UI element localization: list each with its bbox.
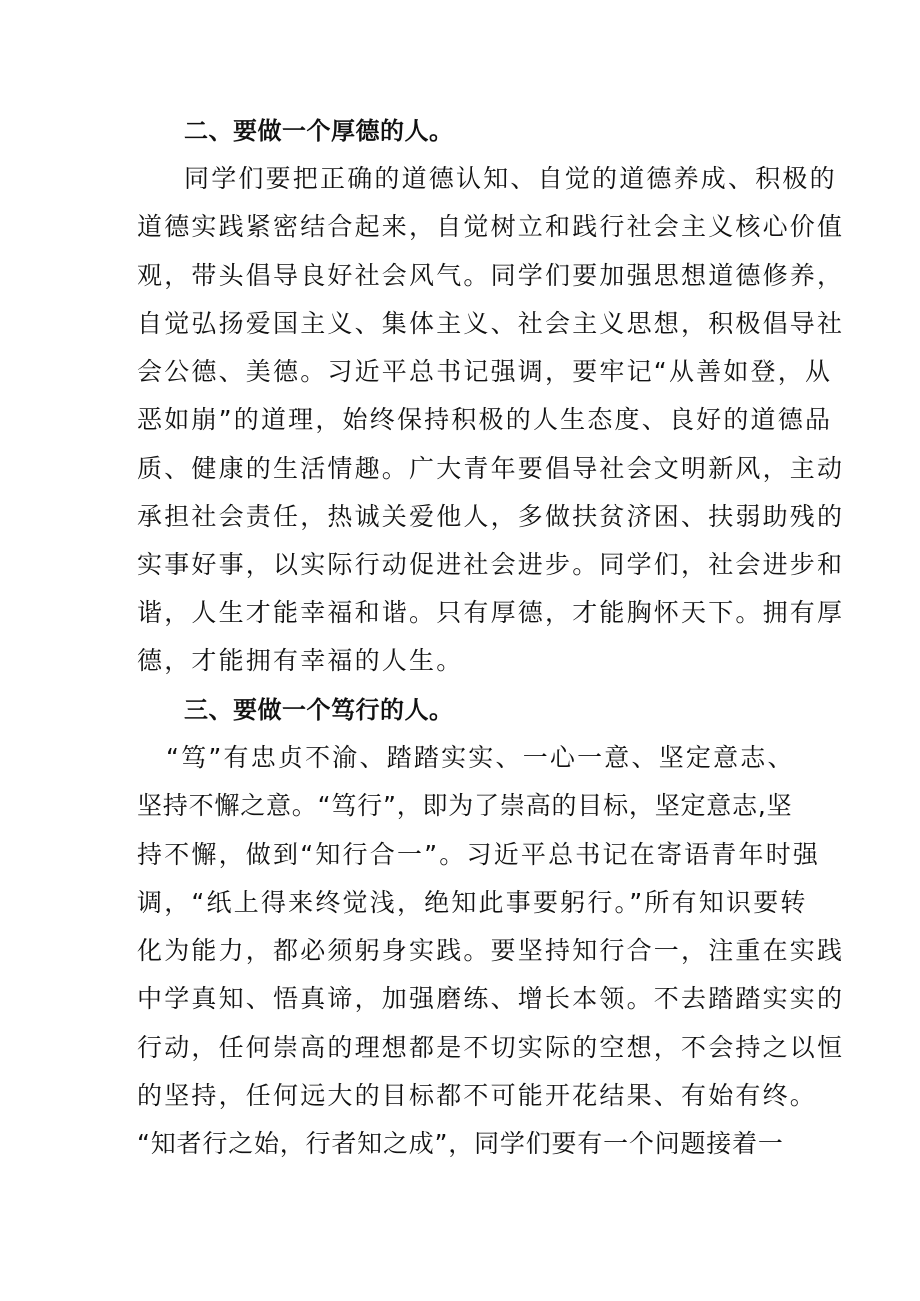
paragraph-line: 调，“纸上得来终觉浅，绝知此事要躬行。”所有知识要转 [137,888,808,917]
paragraph-line: 自觉弘扬爱国主义、集体主义、社会主义思想，积极倡导社 [137,309,845,338]
paragraph-line: 坚持不懈之意。“笃行”，即为了崇高的目标，坚定意志,坚 [137,791,793,820]
paragraph-line: 道德实践紧密结合起来，自觉树立和践行社会主义核心价值 [137,212,845,241]
section-3-heading: 三、要做一个笃行的人。 [184,696,454,724]
paragraph-line: 观，带头倡导良好社会风气。同学们要加强思想道德修养， [137,261,845,290]
paragraph-line: 会公德、美德。习近平总书记强调，要牢记“从善如登，从 [137,357,833,386]
paragraph-line: 实事好事，以实际行动促进社会进步。同学们，社会进步和 [137,550,845,579]
paragraph-line: 质、健康的生活情趣。广大青年要倡导社会文明新风，主动 [137,454,845,483]
paragraph-line: 谐，人生才能幸福和谐。只有厚德，才能胸怀天下。拥有厚 [137,598,845,627]
paragraph-line: 持不懈，做到“知行合一”。习近平总书记在寄语青年时强 [137,840,821,869]
paragraph-line: 同学们要把正确的道德认知、自觉的道德养成、积极的 [184,164,837,193]
paragraph-line: 中学真知、悟真谛，加强磨练、增长本领。不去踏踏实实的 [137,984,845,1013]
paragraph-line: 恶如崩”的道理，始终保持积极的人生态度、良好的道德品 [137,405,833,434]
paragraph-line: “知者行之始，行者知之成”，同学们要有一个问题接着一 [137,1129,784,1158]
paragraph-line: 化为能力，都必须躬身实践。要坚持知行合一，注重在实践 [137,936,845,965]
paragraph-line: “笃”有忠贞不渝、踏踏实实、一心一意、坚定意志、 [166,743,795,772]
paragraph-line: 的坚持，任何远大的目标都不可能开花结果、有始有终。 [137,1081,818,1110]
paragraph-line: 承担社会责任，热诚关爱他人，多做扶贫济困、扶弱助残的 [137,502,845,531]
paragraph-line: 德，才能拥有幸福的人生。 [137,646,464,675]
section-2-heading: 二、要做一个厚德的人。 [184,117,454,145]
paragraph-line: 行动，任何崇高的理想都是不切实际的空想，不会持之以恒 [137,1033,845,1062]
